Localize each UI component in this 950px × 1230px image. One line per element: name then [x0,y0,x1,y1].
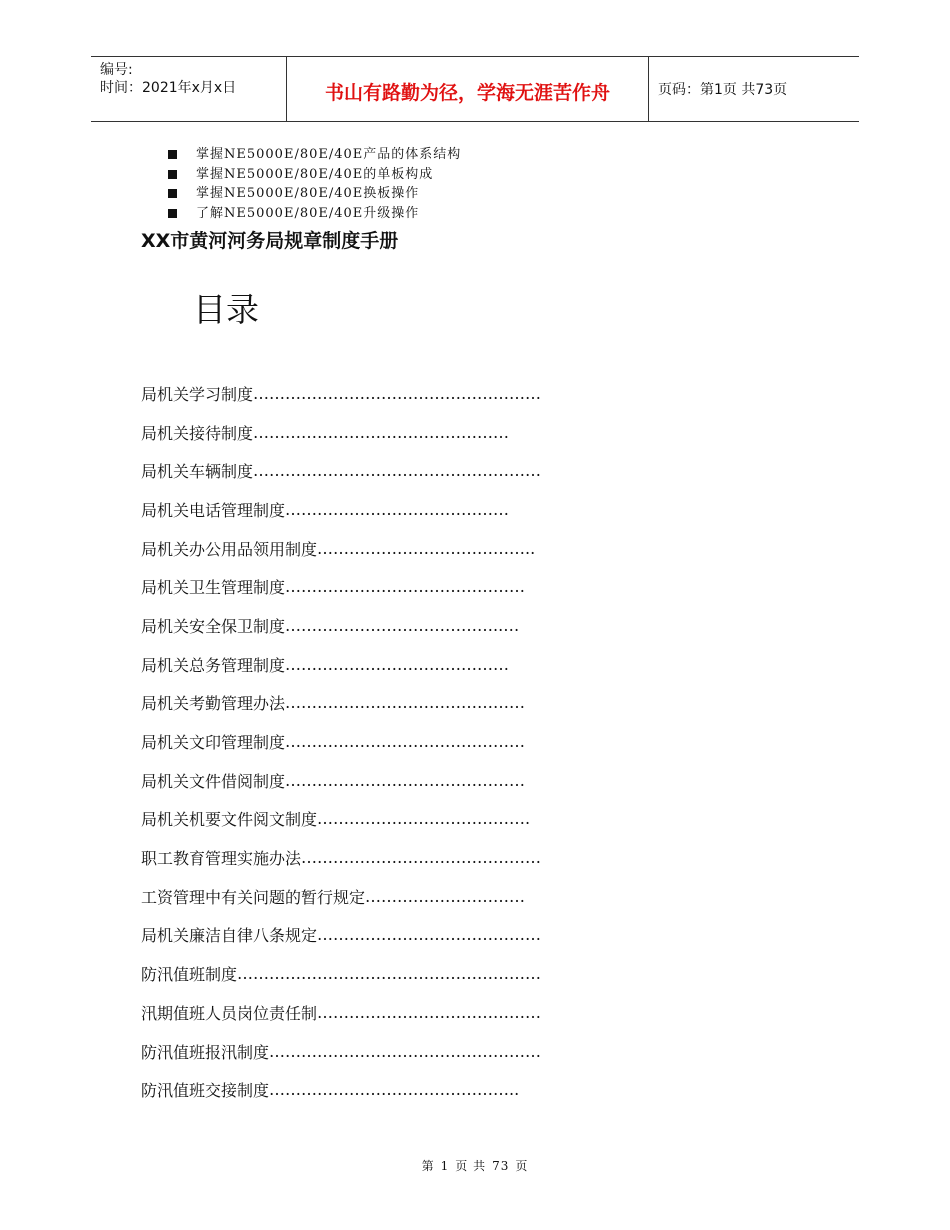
toc-item[interactable] [141,1032,541,1071]
toc-item-leader: ……………………………………… [285,693,526,713]
toc-item[interactable] [141,916,541,955]
objective-text: 掌握NE5000E/80E/40E换板操作 [196,186,420,201]
square-bullet-icon [168,170,177,179]
toc-item-title: 局机关办公用品领用制度 [141,539,318,559]
toc-item-title: 工资管理中有关问题的暂行规定 [141,887,366,907]
toc-item[interactable] [141,529,541,568]
toc-item[interactable] [141,606,541,645]
page-footer [0,1157,950,1174]
toc-item[interactable] [141,838,541,877]
header-page-info: 页码：第1页 共73页 [658,82,788,98]
toc-item[interactable] [141,413,541,452]
header-motto: 书山有路勤为径，学海无涯苦作舟 [287,57,649,121]
toc-item[interactable] [141,877,541,916]
toc-item-title: 局机关廉洁自律八条规定 [141,926,318,946]
toc-item-title: 局机关电话管理制度 [141,500,286,520]
toc-item[interactable] [141,567,541,606]
objective-item [168,204,461,224]
number-label: 编号: [100,62,133,78]
toc-item-leader: …………………………………..… [285,615,520,635]
toc-item-title: 局机关卫生管理制度 [141,578,286,598]
toc-item-title: 局机关接待制度 [141,423,254,443]
toc-item-leader: ……………………………………… [285,577,526,597]
toc-item-leader: ……………………………………… [285,770,526,790]
toc-item[interactable] [141,761,541,800]
toc-item-title: 局机关机要文件阅文制度 [141,810,318,830]
toc-item[interactable] [141,722,541,761]
objective-text: 了解NE5000E/80E/40E升级操作 [196,205,420,221]
toc-item-leader: ………………………… [365,886,526,906]
toc-item[interactable] [141,800,541,839]
document-title: XX市黄河河务局规章制度手册 [141,230,399,252]
toc-item-title: 汛期值班人员岗位责任制 [141,1003,318,1023]
toc-item-leader: ……………………………………….. [269,1080,520,1100]
header-meta [91,57,287,121]
toc-item[interactable] [141,684,541,723]
toc-item-leader: …………………………………… [317,925,542,945]
toc-item-title: 局机关文件借阅制度 [141,771,286,791]
toc-item-title: 局机关车辆制度 [141,462,254,482]
time-label: 时间：2021年x月x日 [100,80,237,96]
table-of-contents [141,374,541,1109]
toc-item[interactable] [141,1070,541,1109]
toc-item-title: 局机关文印管理制度 [141,733,286,753]
toc-item-leader: ……………………………………………… [253,461,542,481]
objective-item [168,145,461,165]
footer-current-page: 1 [440,1159,450,1173]
toc-item-leader: …………………………………………… [269,1041,542,1061]
footer-prefix: 第 [421,1159,435,1173]
toc-heading: 目录 [193,290,259,329]
toc-item[interactable] [141,374,541,413]
square-bullet-icon [168,209,177,218]
toc-item-leader: ……………………………………… [301,848,542,868]
toc-item-title: 防汛值班交接制度 [141,1081,270,1101]
toc-item-title: 防汛值班制度 [141,965,238,985]
page-header [91,56,859,122]
toc-item-title: 防汛值班报汛制度 [141,1042,270,1062]
footer-middle: 页 共 [455,1159,487,1173]
toc-item-leader: ……………………………………………… [253,383,542,403]
toc-item[interactable] [141,645,541,684]
toc-item-leader: …………………………………… [317,1002,542,1022]
toc-item-title: 局机关考勤管理办法 [141,694,286,714]
objective-item [168,165,461,185]
square-bullet-icon [168,189,177,198]
toc-item-leader: ………………………………………………… [237,964,542,984]
toc-item-title: 职工教育管理实施办法 [141,849,302,869]
objectives-list [168,145,461,223]
square-bullet-icon [168,150,177,159]
objective-text: 掌握NE5000E/80E/40E的单板构成 [196,166,434,182]
toc-item-title: 局机关总务管理制度 [141,655,286,675]
objective-item [168,184,461,204]
toc-item[interactable] [141,954,541,993]
toc-item-leader: …………………………………… [285,499,510,519]
toc-item[interactable] [141,451,541,490]
toc-item-leader: ……………………………………… [285,732,526,752]
toc-item[interactable] [141,490,541,529]
toc-item-leader: …………………………………. [317,809,531,829]
footer-total-pages: 73 [492,1159,510,1173]
toc-item-leader: ………………………………………… [253,422,510,442]
toc-item-leader: …………………………………… [285,654,510,674]
toc-item[interactable] [141,993,541,1032]
toc-item-leader: ………………………………….. [317,538,536,558]
toc-item-title: 局机关安全保卫制度 [141,616,286,636]
footer-suffix: 页 [515,1159,529,1173]
toc-item-title: 局机关学习制度 [141,384,254,404]
objective-text: 掌握NE5000E/80E/40E产品的体系结构 [196,147,462,162]
